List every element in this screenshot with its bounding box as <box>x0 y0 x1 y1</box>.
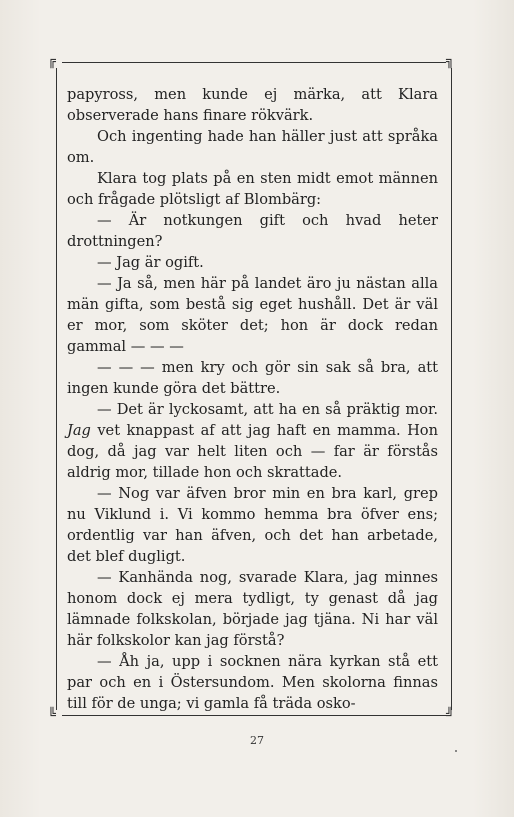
paragraph: — Ja så, men här på landet äro ju nästan alla män gifta, som bestå sig eget hushåll. Det är väl er mor, som sköter det; hon är dock redan gammal — — — <box>67 275 438 355</box>
paragraph: — Nog var äfven bror min en bra karl, grep nu Viklund i. Vi kommo hemma bra öfver ens; ordentlig var han äfven, och det han arbetade, det blef dugligt. <box>67 485 438 565</box>
border-left <box>56 68 57 710</box>
paragraph: — Jag är ogift. <box>97 254 204 271</box>
paragraph: — Är notkungen gift och hvad heter drottningen? <box>67 212 438 250</box>
corner-ornament-icon: ╗ <box>446 54 454 69</box>
border-right <box>451 68 452 710</box>
paragraph: Och ingenting hade han häller just att språka om. <box>67 128 438 166</box>
body-text <box>67 84 438 714</box>
paragraph: — Åh ja, upp i socknen nära kyrkan stå ett par och en i Östersundom. Men skolorna finnas till för de unga; vi gamla få träda osko- <box>67 653 438 712</box>
border-bottom <box>62 715 446 716</box>
paragraph <box>67 399 438 483</box>
paragraph: Klara tog plats på en sten midt emot männen och frågade plötsligt af Blombärg: <box>67 170 438 208</box>
paragraph: papyross, men kunde ej märka, att Klara observerade hans finare rökvärk. <box>67 86 438 124</box>
page-number: 27 <box>250 734 264 747</box>
border-top <box>62 62 446 63</box>
paragraph: — — — men kry och gör sin sak så bra, att ingen kunde göra det bättre. <box>67 359 438 397</box>
paragraph-text: vet knappast af att jag haft en mamma. Hon dog, då jag var helt liten och — far är förstås aldrig mor, tillade hon och skrattade. <box>67 422 438 481</box>
corner-ornament-icon: ╚ <box>48 708 56 723</box>
corner-ornament-icon: ╝ <box>446 708 454 723</box>
paragraph-text: — Det är lyckosamt, att ha en så präktig mor. <box>97 401 438 418</box>
paragraph: — Kanhända nog, svarade Klara, jag minnes honom dock ej mera tydligt, ty genast då jag lämnade folkskolan, började jag tjäna. Ni har väl här folkskolor kan jag förstå? <box>67 569 438 649</box>
corner-ornament-icon: ╔ <box>48 54 56 69</box>
emphasis-text: Jag <box>67 422 91 439</box>
speck <box>455 750 457 752</box>
